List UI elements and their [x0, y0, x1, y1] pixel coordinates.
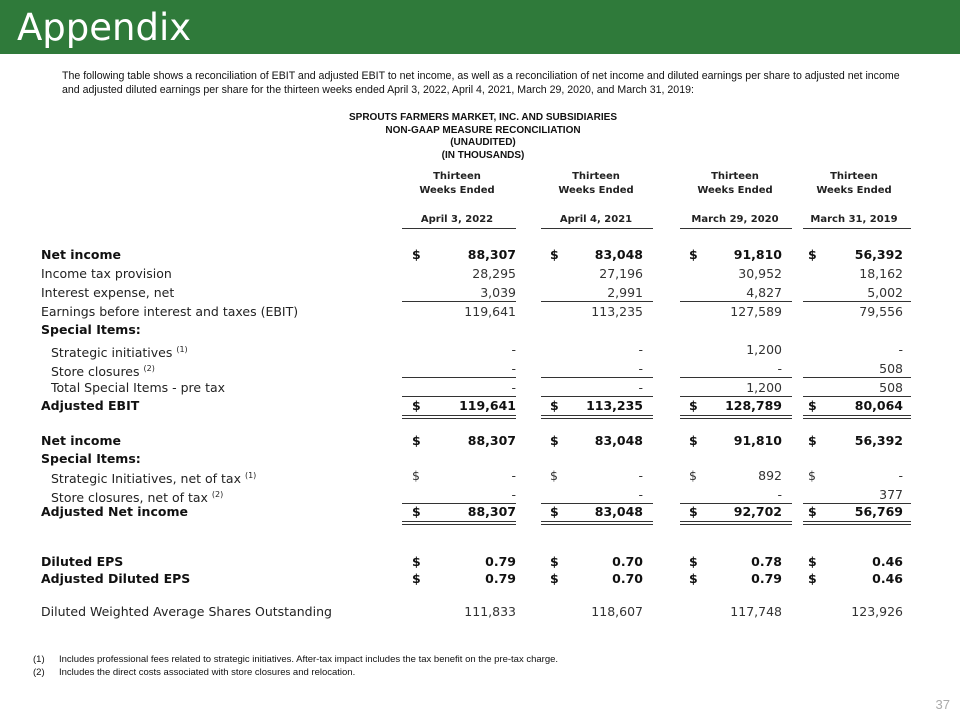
cell-value: 88,307 — [467, 433, 516, 448]
table-row — [0, 486, 960, 504]
header-bar — [0, 0, 960, 54]
column-header — [799, 170, 909, 198]
cell-value: 28,295 — [472, 266, 516, 281]
column-header-line1: Thirteen — [830, 171, 878, 182]
row-label-text: Special Items: — [41, 322, 141, 337]
row-label-text: Diluted Weighted Average Shares Outstanding — [41, 604, 332, 619]
currency-symbol: $ — [412, 504, 421, 519]
currency-symbol: $ — [412, 554, 421, 569]
cell-value: 0.79 — [751, 571, 782, 586]
row-label-text: Adjusted EBIT — [41, 398, 140, 413]
footnote — [33, 666, 355, 679]
cell-value: - — [638, 361, 643, 376]
page-number: 37 — [935, 697, 950, 712]
currency-symbol: $ — [689, 554, 698, 569]
cell-value: 118,607 — [591, 604, 643, 619]
table-row — [0, 570, 960, 588]
cell-value: - — [511, 487, 516, 502]
intro-paragraph: The following table shows a reconciliation of EBIT and adjusted EBIT to net income, as well as a reconciliation of net income and diluted earnings per share to adjusted net income and adjusted diluted earnings per share for the thirteen weeks ended April 3, 2022, April 4, 2021, March 29, 2020, and March 31, 2019: — [62, 70, 900, 96]
footnote-number: (1) — [33, 654, 45, 665]
table-row — [0, 553, 960, 571]
row-label — [41, 503, 188, 521]
currency-symbol: $ — [689, 433, 698, 448]
cell-value: 88,307 — [467, 504, 516, 519]
table-row — [0, 321, 960, 339]
table-row — [0, 246, 960, 264]
subtotal-rule — [402, 503, 516, 504]
table-row — [0, 303, 960, 321]
row-label — [51, 467, 256, 488]
cell-value: 2,991 — [607, 285, 643, 300]
footnote-text: Includes professional fees related to strategic initiatives. After-tax impact includes the tax benefit on the pre-tax charge. — [59, 654, 559, 665]
row-label-text: Special Items: — [41, 451, 141, 466]
row-label-text: Store closures, net of tax — [51, 490, 208, 505]
cell-value: 508 — [879, 380, 903, 395]
row-label — [41, 603, 332, 621]
cell-value: 111,833 — [464, 604, 516, 619]
cell-value: 0.79 — [485, 571, 516, 586]
cell-value: 83,048 — [594, 247, 643, 262]
cell-value: 117,748 — [730, 604, 782, 619]
cell-value: 30,952 — [738, 266, 782, 281]
row-label-text: Net income — [41, 247, 121, 262]
column-date-underline — [803, 228, 911, 229]
total-double-rule — [803, 521, 911, 525]
table-row — [0, 341, 960, 359]
cell-value: 1,200 — [746, 380, 782, 395]
cell-value: 88,307 — [467, 247, 516, 262]
column-header — [541, 170, 651, 198]
currency-symbol: $ — [550, 247, 559, 262]
column-date: April 4, 2021 — [559, 214, 633, 225]
cell-value: - — [511, 361, 516, 376]
row-label-text: Interest expense, net — [41, 285, 175, 300]
row-label — [41, 432, 121, 450]
table-row — [0, 603, 960, 621]
table-row — [0, 450, 960, 468]
row-label — [41, 303, 298, 321]
units-note: (IN THOUSANDS) — [441, 149, 525, 161]
cell-value: - — [638, 380, 643, 395]
cell-value: 0.78 — [751, 554, 782, 569]
column-date-underline — [541, 228, 653, 229]
cell-value: - — [511, 342, 516, 357]
currency-symbol: $ — [550, 504, 559, 519]
cell-value: 80,064 — [854, 398, 903, 413]
cell-value: 119,641 — [464, 304, 516, 319]
cell-value: - — [511, 468, 516, 483]
subtotal-rule — [803, 503, 911, 504]
cell-value: 83,048 — [594, 504, 643, 519]
total-double-rule — [541, 521, 653, 525]
currency-symbol: $ — [550, 554, 559, 569]
subtotal-rule — [402, 301, 516, 302]
cell-value: - — [638, 342, 643, 357]
column-header-line2: Weeks Ended — [558, 185, 634, 196]
column-header-line1: Thirteen — [433, 171, 481, 182]
currency-symbol: $ — [689, 468, 697, 483]
currency-symbol: $ — [689, 398, 698, 413]
subtotal-rule — [803, 301, 911, 302]
cell-value: 127,589 — [730, 304, 782, 319]
row-label — [41, 321, 141, 339]
currency-symbol: $ — [808, 571, 817, 586]
cell-value: 0.79 — [485, 554, 516, 569]
subtotal-rule — [541, 377, 653, 378]
table-row — [0, 467, 960, 485]
total-double-rule — [803, 415, 911, 419]
cell-value: 56,392 — [854, 433, 903, 448]
currency-symbol: $ — [412, 433, 421, 448]
subtotal-rule — [541, 503, 653, 504]
cell-value: 56,392 — [854, 247, 903, 262]
currency-symbol: $ — [808, 398, 817, 413]
row-label-text: Strategic initiatives — [51, 345, 173, 360]
column-header — [680, 170, 790, 198]
footnote-ref: (2) — [143, 364, 155, 373]
cell-value: 377 — [879, 487, 903, 502]
cell-value: 92,702 — [733, 504, 782, 519]
total-double-rule — [680, 521, 792, 525]
column-header-line2: Weeks Ended — [697, 185, 773, 196]
cell-value: - — [777, 487, 782, 502]
row-label — [41, 553, 123, 571]
cell-value: 1,200 — [746, 342, 782, 357]
subtotal-rule — [803, 377, 911, 378]
table-caption — [0, 112, 960, 162]
subtotal-rule — [680, 377, 792, 378]
footnote-text: Includes the direct costs associated with store closures and relocation. — [59, 667, 356, 678]
total-double-rule — [402, 521, 516, 525]
row-label-text: Total Special Items - pre tax — [51, 380, 226, 395]
row-label — [41, 265, 172, 283]
row-label — [51, 379, 225, 397]
subtotal-rule — [402, 396, 516, 397]
currency-symbol: $ — [808, 468, 816, 483]
column-header-line2: Weeks Ended — [816, 185, 892, 196]
subtotal-rule — [541, 396, 653, 397]
cell-value: 56,769 — [854, 504, 903, 519]
page-title: Appendix — [17, 6, 192, 49]
cell-value: 113,235 — [591, 304, 643, 319]
cell-value: - — [898, 468, 903, 483]
row-label — [41, 246, 121, 264]
total-double-rule — [402, 415, 516, 419]
column-date: March 31, 2019 — [810, 214, 898, 225]
subtotal-rule — [803, 396, 911, 397]
cell-value: 128,789 — [725, 398, 782, 413]
cell-value: 123,926 — [851, 604, 903, 619]
footnote-ref: (1) — [176, 345, 188, 354]
cell-value: 119,641 — [459, 398, 516, 413]
currency-symbol: $ — [689, 571, 698, 586]
row-label — [51, 360, 155, 381]
cell-value: - — [511, 380, 516, 395]
column-date: March 29, 2020 — [691, 214, 779, 225]
cell-value: 83,048 — [594, 433, 643, 448]
table-row — [0, 432, 960, 450]
cell-value: 79,556 — [859, 304, 903, 319]
row-label — [41, 570, 190, 588]
column-date-underline — [680, 228, 792, 229]
row-label-text: Strategic Initiatives, net of tax — [51, 471, 241, 486]
cell-value: 5,002 — [867, 285, 903, 300]
table-row — [0, 265, 960, 283]
table-row — [0, 360, 960, 378]
row-label-text: Income tax provision — [41, 266, 172, 281]
unaudited-note: (UNAUDITED) — [450, 137, 516, 148]
footnote — [33, 653, 558, 666]
company-name: SPROUTS FARMERS MARKET, INC. AND SUBSIDIARIES — [349, 112, 617, 123]
column-header-line1: Thirteen — [711, 171, 759, 182]
subtotal-rule — [402, 377, 516, 378]
subtotal-rule — [680, 396, 792, 397]
column-header-line1: Thirteen — [572, 171, 620, 182]
cell-value: 91,810 — [733, 433, 782, 448]
cell-value: - — [898, 342, 903, 357]
row-label-text: Adjusted Net income — [41, 504, 188, 519]
row-label-text: Earnings before interest and taxes (EBIT) — [41, 304, 299, 319]
table-row — [0, 503, 960, 521]
row-label — [41, 450, 141, 468]
footnote-ref: (1) — [244, 471, 257, 480]
subtotal-rule — [680, 301, 792, 302]
cell-value: 0.70 — [612, 571, 643, 586]
cell-value: 27,196 — [599, 266, 643, 281]
column-date: April 3, 2022 — [420, 214, 494, 225]
currency-symbol: $ — [808, 504, 817, 519]
currency-symbol: $ — [412, 468, 420, 483]
table-row — [0, 379, 960, 397]
currency-symbol: $ — [550, 468, 558, 483]
cell-value: 892 — [758, 468, 782, 483]
currency-symbol: $ — [689, 247, 698, 262]
row-label — [41, 397, 139, 415]
currency-symbol: $ — [808, 433, 817, 448]
cell-value: 18,162 — [859, 266, 903, 281]
currency-symbol: $ — [808, 247, 817, 262]
cell-value: 113,235 — [586, 398, 643, 413]
cell-value: 0.70 — [612, 554, 643, 569]
report-name: NON-GAAP MEASURE RECONCILIATION — [385, 124, 581, 136]
cell-value: 91,810 — [733, 247, 782, 262]
cell-value: - — [638, 468, 643, 483]
total-double-rule — [541, 415, 653, 419]
cell-value: - — [638, 487, 643, 502]
column-date-underline — [402, 228, 516, 229]
table-row — [0, 397, 960, 415]
cell-value: 3,039 — [480, 285, 516, 300]
cell-value: 508 — [879, 361, 903, 376]
total-double-rule — [680, 415, 792, 419]
cell-value: - — [777, 361, 782, 376]
currency-symbol: $ — [412, 398, 421, 413]
currency-symbol: $ — [550, 433, 559, 448]
row-label-text: Adjusted Diluted EPS — [41, 571, 191, 586]
subtotal-rule — [680, 503, 792, 504]
currency-symbol: $ — [550, 398, 559, 413]
footnote-ref: (2) — [211, 490, 224, 499]
row-label — [41, 284, 174, 302]
row-label — [51, 341, 188, 362]
column-header-line2: Weeks Ended — [419, 185, 495, 196]
footnote-number: (2) — [33, 667, 45, 678]
currency-symbol: $ — [689, 504, 698, 519]
currency-symbol: $ — [412, 247, 421, 262]
row-label-text: Store closures — [51, 364, 140, 379]
cell-value: 0.46 — [872, 571, 903, 586]
currency-symbol: $ — [550, 571, 559, 586]
subtotal-rule — [541, 301, 653, 302]
table-row — [0, 284, 960, 302]
cell-value: 0.46 — [872, 554, 903, 569]
row-label-text: Diluted EPS — [41, 554, 124, 569]
row-label-text: Net income — [41, 433, 121, 448]
cell-value: 4,827 — [746, 285, 782, 300]
currency-symbol: $ — [808, 554, 817, 569]
column-header — [402, 170, 512, 198]
currency-symbol: $ — [412, 571, 421, 586]
